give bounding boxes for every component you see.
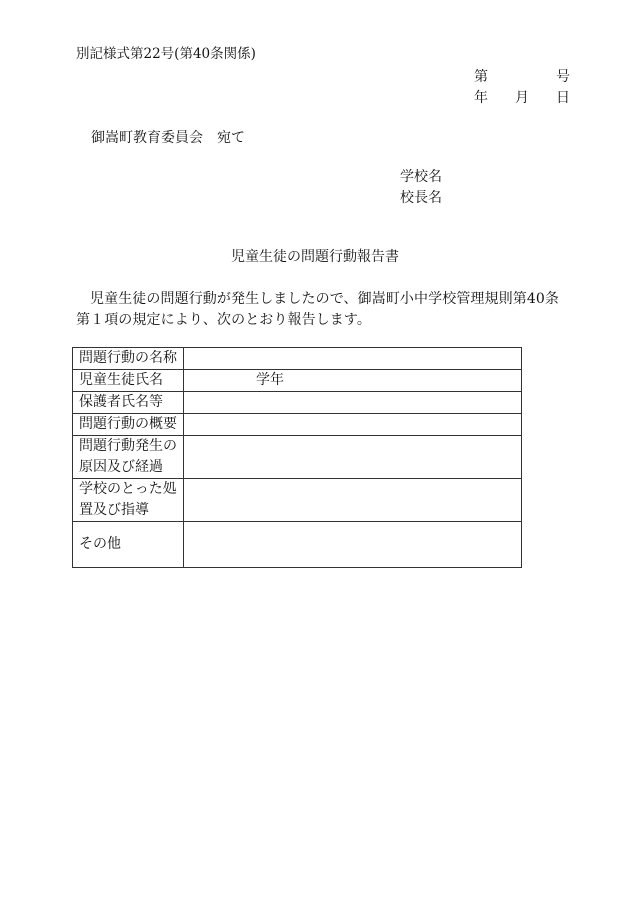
row-value-field[interactable]: [184, 436, 522, 479]
document-number-line: [474, 67, 570, 87]
table-row: [73, 370, 522, 392]
row-label: 保護者氏名等: [73, 392, 184, 414]
date-line: [474, 88, 570, 108]
number-prefix: 第: [474, 69, 488, 85]
month-label: 月: [515, 90, 529, 106]
table-row: [73, 522, 522, 568]
table-row: [73, 348, 522, 370]
grade-label: 学年: [256, 372, 284, 388]
row-label: 問題行動発生の原因及び経過: [73, 436, 184, 479]
row-label: 学校のとった処置及び指導: [73, 479, 184, 522]
row-value-field[interactable]: [184, 479, 522, 522]
table-row: [73, 479, 522, 522]
school-name-label: 学校名: [400, 169, 442, 185]
table-row: [73, 414, 522, 436]
row-value-field[interactable]: [184, 370, 522, 392]
row-label: 問題行動の概要: [73, 414, 184, 436]
row-value-field[interactable]: [184, 522, 522, 568]
addressee: 御嵩町教育委員会 宛て: [91, 130, 245, 146]
row-value-field[interactable]: [184, 348, 522, 370]
row-label: 児童生徒氏名: [73, 370, 184, 392]
table-row: [73, 436, 522, 479]
day-label: 日: [556, 90, 570, 106]
number-suffix: 号: [556, 69, 570, 85]
row-label: 問題行動の名称: [73, 348, 184, 370]
row-label: その他: [73, 522, 184, 568]
body-paragraph: 児童生徒の問題行動が発生しましたので、御嵩町小中学校管理規則第40条第１項の規定により、次のとおり報告します。: [76, 291, 559, 328]
report-table: [72, 347, 522, 568]
principal-name-label: 校長名: [400, 190, 442, 206]
year-label: 年: [474, 90, 488, 106]
row-value-field[interactable]: [184, 414, 522, 436]
table-row: [73, 392, 522, 414]
row-value-field[interactable]: [184, 392, 522, 414]
form-number-label: 別記様式第22号(第40条関係): [76, 46, 256, 62]
document-title: 児童生徒の問題行動報告書: [231, 249, 399, 265]
